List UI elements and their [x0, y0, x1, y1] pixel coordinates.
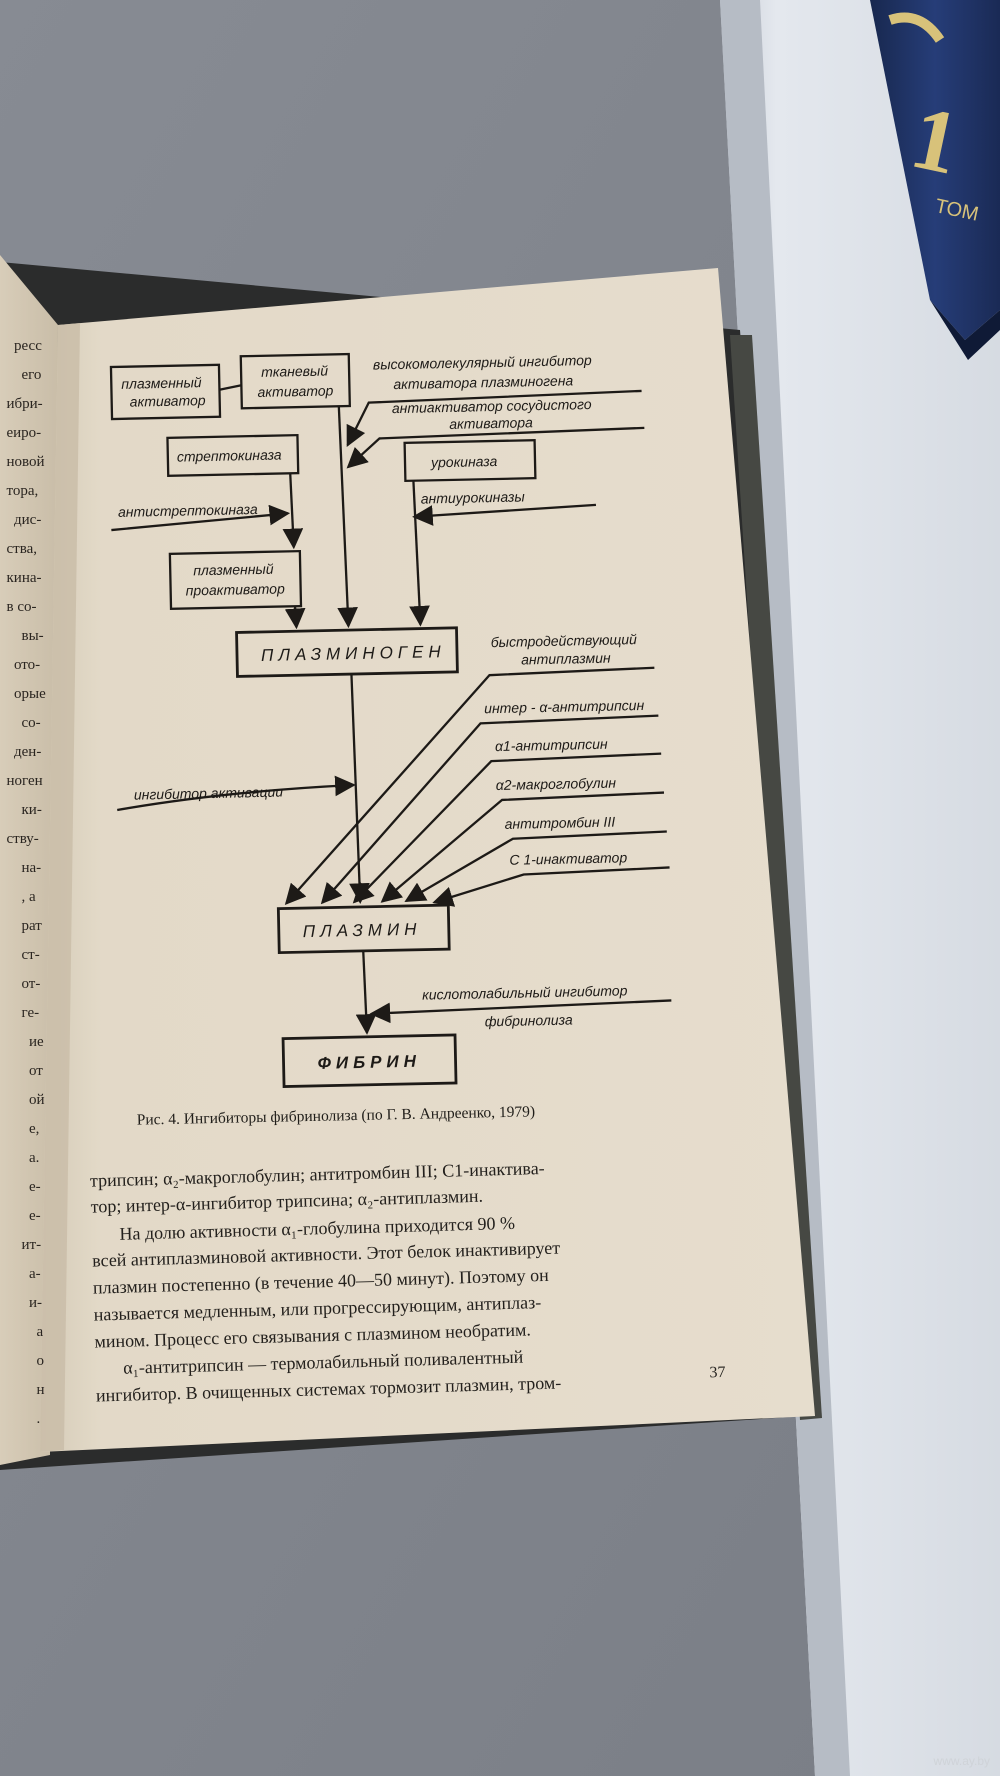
spine-volume-number: 1: [902, 87, 968, 194]
inter-alpha-antitrypsin-label: интер - α-антитрипсин: [484, 696, 645, 717]
box-tissue-activator-line1: тканевый: [260, 362, 329, 380]
body-line-9: ингибитор. В очищенных системах тормозит плазмин, тром-: [95, 1372, 562, 1406]
left-page-fragment: ой: [29, 1092, 45, 1108]
left-page-fragment: ден-: [14, 744, 42, 760]
alpha2-macroglobulin-label: α2-макроглобулин: [495, 774, 617, 794]
left-page-fragment: орые: [14, 686, 46, 702]
left-page-fragment: а-: [29, 1266, 41, 1282]
fast-antiplasmin-line2: антиплазмин: [520, 649, 611, 668]
box-plasmin-label: ПЛАЗМИН: [302, 919, 422, 942]
body-line-4: всей антиплазминовой активности. Этот белок инактивирует: [91, 1237, 561, 1271]
left-page-fragment: и-: [29, 1295, 43, 1311]
left-page-fragment: ресс: [14, 338, 42, 354]
left-page-fragment: е-: [29, 1179, 41, 1195]
antithrombin-label: антитромбин III: [504, 813, 616, 832]
box-tissue-activator-line2: активатор: [257, 382, 334, 400]
body-line-8: α₁-антитрипсин — термолабильный поливалентный: [122, 1346, 524, 1378]
page-number: 37: [709, 1363, 726, 1382]
left-page-fragment: его: [21, 367, 42, 383]
acid-labile-inhibitor-line1: кислотолабильный ингибитор: [421, 982, 628, 1003]
alpha1-antitrypsin-label: α1-антитрипсин: [494, 735, 608, 755]
activation-inhibitor-label: ингибитор активации: [133, 783, 284, 803]
hmw-inhibitor-line1: высокомолекулярный ингибитор: [372, 351, 592, 373]
left-page-fragment: ства,: [6, 541, 38, 557]
left-page-fragment: от: [29, 1063, 43, 1079]
left-page-fragment: тора,: [6, 483, 39, 499]
left-page-fragment: а.: [29, 1150, 40, 1166]
left-page-fragment: на-: [21, 860, 42, 876]
left-page-fragment: ству-: [6, 831, 39, 847]
left-page-fragment: кина-: [6, 570, 42, 586]
box-urokinase-label: урокиназа: [430, 452, 498, 471]
left-page-fragment: ноген: [6, 773, 43, 789]
left-page-fragment: н: [36, 1382, 45, 1398]
left-page-fragment: ото-: [14, 657, 41, 673]
left-page-fragment: о: [36, 1353, 44, 1369]
body-line-3: На долю активности α₁-глобулина приходится 90 %: [119, 1212, 516, 1244]
left-page-fragment: рат: [21, 918, 42, 934]
left-page-fragment: ит-: [21, 1237, 42, 1253]
page-shade: [40, 268, 815, 1452]
left-page-fragment: .: [36, 1411, 41, 1427]
left-page-fragment: а: [36, 1324, 44, 1340]
box-plasma-proactivator-line1: плазменный: [193, 560, 274, 579]
body-line-5: плазмин постепенно (в течение 40—50 минут). Поэтому он: [92, 1264, 549, 1298]
left-page-fragment: новой: [6, 454, 45, 470]
left-page-fragment: вы-: [21, 628, 44, 644]
left-page-fragment: от-: [21, 976, 41, 992]
left-page-fragment: дис-: [14, 512, 42, 528]
box-plasma-activator-line2: активатор: [129, 392, 206, 410]
left-page-fragment: ки-: [21, 802, 42, 818]
watermark: www.ay.by: [933, 1754, 990, 1768]
antiurokinase-label: антиурокиназы: [420, 488, 525, 507]
left-page-fragment: , а: [21, 889, 36, 905]
body-line-2: тор; интер-α-ингибитор трипсина; α₂-антиплазмин.: [90, 1185, 484, 1217]
antistreptokinase-label: антистрептокиназа: [117, 500, 258, 520]
left-page-fragment: ие: [29, 1034, 44, 1050]
box-plasma-activator-line1: плазменный: [121, 374, 202, 392]
left-page-fragment: ге-: [21, 1005, 40, 1021]
body-line-6: называется медленным, или прогрессирующим, антиплаз-: [93, 1292, 542, 1325]
acid-labile-inhibitor-line2: фибринолиза: [484, 1011, 573, 1030]
left-page-fragment: в со-: [6, 599, 37, 615]
c1-inactivator-label: С 1-инактиватор: [509, 849, 628, 868]
left-page-fragment: е-: [29, 1208, 41, 1224]
left-page-fragment: е,: [29, 1121, 40, 1137]
left-page-fragment: ст-: [21, 947, 40, 963]
vascular-antiactivator-line2: активатора: [449, 414, 534, 432]
figure-caption: Рис. 4. Ингибиторы фибринолиза (по Г. В. Андреенко, 1979): [136, 1103, 536, 1129]
left-page-fragment: со-: [21, 715, 41, 731]
hmw-inhibitor-line2: активатора плазминогена: [393, 372, 574, 393]
fast-antiplasmin-line1: быстродействующий: [490, 631, 638, 651]
box-plasminogen-label: ПЛАЗМИНОГЕН: [260, 642, 446, 665]
body-line-7: мином. Процесс его связывания с плазмином необратим.: [94, 1319, 532, 1352]
box-streptokinase-label: стрептокиназа: [176, 446, 282, 465]
box-plasma-proactivator-line2: проактиватор: [185, 580, 285, 599]
left-page-fragment: еиро-: [6, 425, 42, 441]
left-page-fragment: ибри-: [6, 396, 43, 412]
vascular-antiactivator-line1: антиактиватор сосудистого: [391, 395, 592, 417]
box-fibrin-label: ФИБРИН: [317, 1051, 422, 1073]
spine-volume-label: ТОМ: [933, 195, 981, 226]
body-line-1: трипсин; α₂-макроглобулин; антитромбин III; С1-инактива-: [89, 1157, 545, 1191]
